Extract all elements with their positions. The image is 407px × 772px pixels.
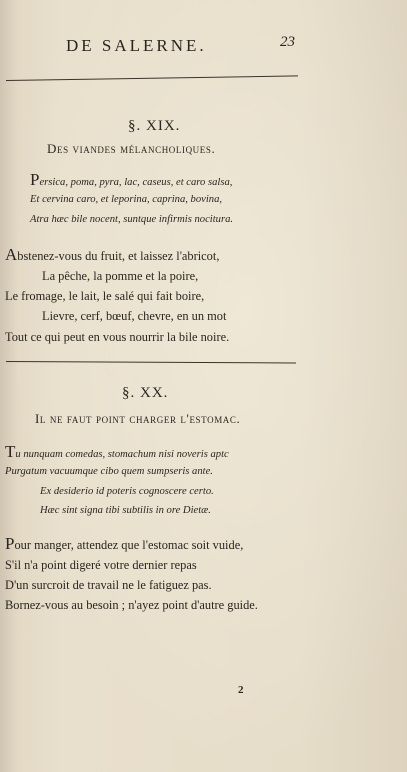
signature-mark: 2	[238, 684, 244, 696]
latin-line-initial: T	[5, 442, 16, 461]
latin-line-rest: ersica, poma, pyra, lac, caseus, et caro salsa,	[39, 177, 233, 188]
latin-verse-line: Purgatum vacuumque cibo quem sumpseris ante.	[5, 466, 213, 477]
section-number: §. XIX.	[128, 118, 181, 134]
french-line-initial: A	[5, 245, 18, 264]
latin-line-initial: P	[30, 170, 40, 189]
running-head-title: DE SALERNE.	[66, 36, 207, 55]
french-verse-line: Lievre, cerf, bœuf, chevre, en un mot	[42, 309, 227, 323]
latin-verse-line: Hæc sint signa tibi subtilis in ore Dietæ.	[40, 505, 211, 516]
page-number: 23	[280, 34, 295, 50]
section-title: Il ne faut point charger l'estomac.	[35, 411, 241, 426]
french-verse-line	[5, 246, 219, 264]
french-verse-line: Tout ce qui peut en vous nourrir la bile noire.	[5, 330, 230, 344]
section-number: §. XX.	[122, 385, 169, 401]
section-title: Des viandes mélancholiques.	[47, 141, 216, 156]
french-line-initial: P	[5, 534, 15, 553]
french-verse-line: La pêche, la pomme et la poire,	[42, 269, 199, 283]
top-rule	[6, 75, 298, 81]
french-verse-line: Le fromage, le lait, le salé qui fait boire,	[5, 289, 205, 303]
french-verse-line: D'un surcroit de travail ne le fatiguez pas.	[5, 578, 212, 592]
latin-verse-line: Atra hæc bile nocent, suntque infirmis nocitura.	[30, 214, 234, 225]
french-verse-line: Bornez-vous au besoin ; n'ayez point d'autre guide.	[5, 598, 258, 612]
latin-verse-line: Et cervina caro, et leporina, caprina, bovina,	[30, 194, 223, 205]
french-verse-line: S'il n'a point digeré votre dernier repas	[5, 558, 197, 572]
french-line-rest: our manger, attendez que l'estomac soit vuide,	[14, 538, 244, 552]
section-divider-rule	[6, 361, 296, 364]
french-line-rest: bstenez-vous du fruit, et laissez l'abricot,	[17, 249, 220, 263]
latin-line-rest: u nunquam comedas, stomachum nisi noveris aptc	[15, 449, 229, 460]
latin-verse-line	[30, 171, 232, 188]
latin-verse-line: Ex desiderio id poteris cognoscere certo.	[40, 486, 214, 497]
french-verse-line	[5, 535, 243, 553]
latin-verse-line	[5, 443, 229, 460]
